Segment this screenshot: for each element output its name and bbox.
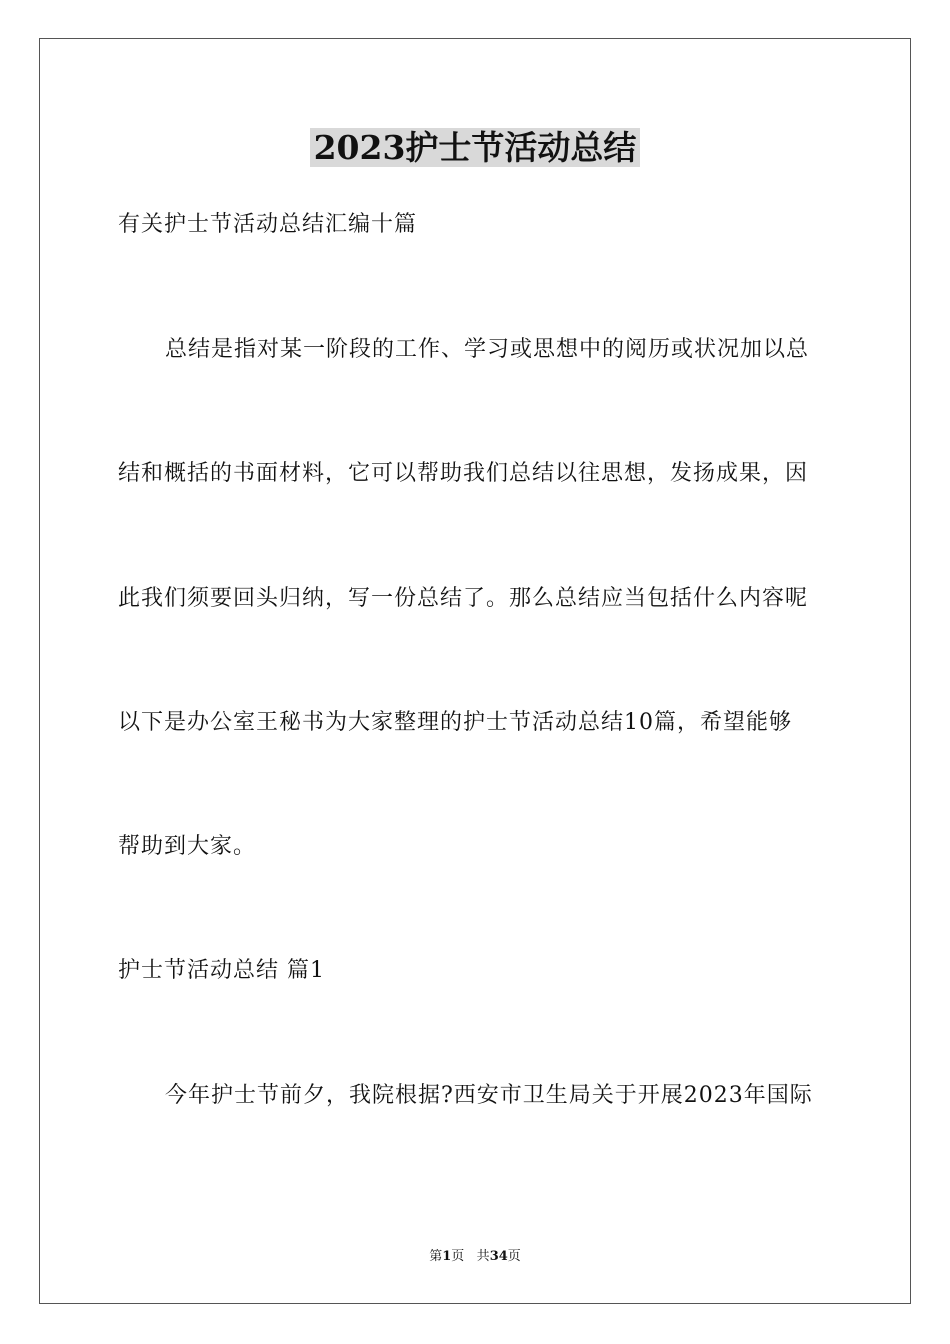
paragraph-line: 以下是办公室王秘书为大家整理的护士节活动总结10篇，希望能够	[118, 710, 792, 735]
paragraph-line: 此我们须要回头归纳，写一份总结了。那么总结应当包括什么内容呢	[118, 586, 809, 611]
document-subtitle: 有关护士节活动总结汇编十篇	[118, 212, 418, 237]
footer-page-prefix: 第	[429, 1249, 443, 1264]
footer-total-suffix: 页	[507, 1249, 521, 1264]
paragraph-line: 结和概括的书面材料，它可以帮助我们总结以往思想，发扬成果，因	[118, 461, 809, 486]
footer-page-number: 1	[442, 1249, 452, 1264]
section-heading: 护士节活动总结 篇1	[118, 958, 325, 983]
paragraph-line: 总结是指对某一阶段的工作、学习或思想中的阅历或状况加以总	[165, 337, 810, 362]
document-title	[0, 126, 950, 170]
page-footer	[0, 1248, 950, 1266]
paragraph-line: 帮助到大家。	[118, 834, 257, 859]
footer-page-suffix: 页	[451, 1249, 465, 1264]
document-title-text: 2023护士节活动总结	[310, 128, 641, 167]
footer-total-pages: 34	[489, 1249, 508, 1264]
footer-total-prefix: 共	[476, 1249, 490, 1264]
paragraph-line: 今年护士节前夕，我院根据?西安市卫生局关于开展2023年国际	[165, 1083, 813, 1108]
